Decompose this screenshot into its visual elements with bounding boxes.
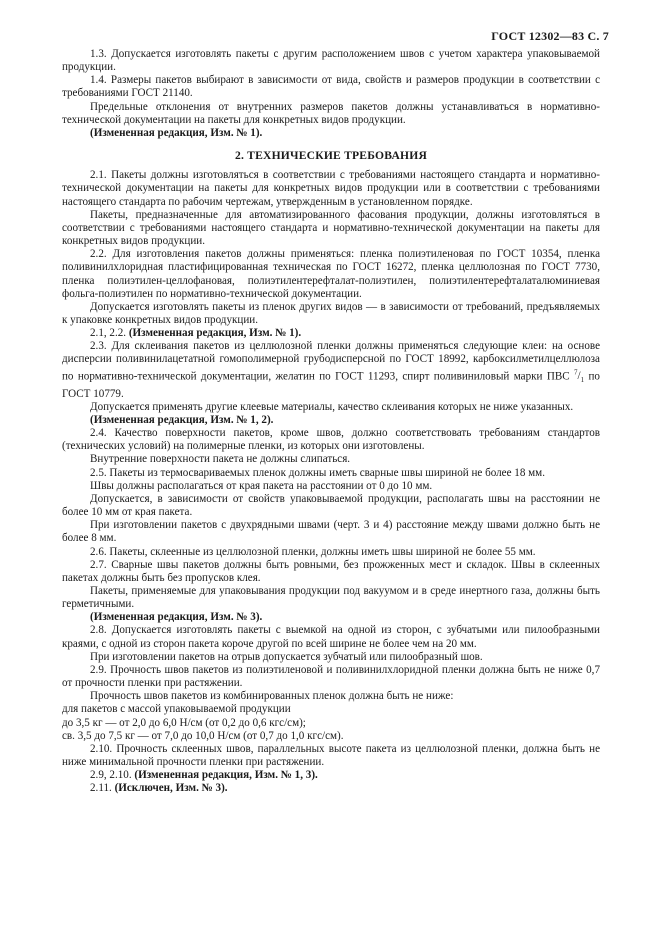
fraction-numerator: 7	[574, 368, 578, 377]
paragraph-2-7-vacuum: Пакеты, применяемые для упаковывания продукции под вакуумом и в среде инертного газа, должны быть герметичными.	[62, 585, 600, 611]
paragraph-2-2: 2.2. Для изготовления пакетов должны применяться: пленка полиэтиленовая по ГОСТ 10354, пленка поливинилхлоридная пластифицированная техническая по ГОСТ 16272, пленка целлюлозная по ГОСТ 7730, пленка полиэтилен-целлофановая, полиэтилентерефталат-полиэтилен, полиэтилентерефталатaлюминиевая фольга-полиэтилен по нормативно-технической документации.	[62, 248, 600, 300]
paragraph-2-5-seam-position: Швы должны располагаться от края пакета на расстоянии от 0 до 10 мм.	[90, 479, 433, 492]
amendment-prefix: 2.9, 2.10.	[90, 769, 135, 782]
section-title: 2. ТЕХНИЧЕСКИЕ ТРЕБОВАНИЯ	[234, 149, 428, 163]
paragraph-2-9: 2.9. Прочность швов пакетов из полиэтиленовой и поливинилхлоридной пленки должна быть не ниже 0,7 от прочности пленки при растяжении.	[62, 663, 600, 690]
amendment-note	[62, 327, 600, 340]
amendment-note	[62, 611, 600, 624]
paragraph-2-8-tear-off: При изготовлении пакетов на отрыв допускается зубчатый или пилообразный шов.	[90, 650, 483, 663]
amendment-note-text: (Измененная редакция, Изм. № 3).	[90, 611, 263, 624]
paragraph-2-9-combined: Прочность швов пакетов из комбинированных пленок должна быть не ниже:	[90, 690, 454, 703]
amendment-note-text: (Измененная редакция, Изм. № 1).	[128, 327, 302, 340]
paragraph-1-4: 1.4. Размеры пакетов выбирают в зависимости от вида, свойств и размеров продукции в соответствии с требованиями ГОСТ 21140.	[62, 74, 600, 100]
paragraph-2-1: 2.1. Пакеты должны изготовляться в соответствии с требованиями настоящего стандарта и нормативно-технической документации на пакеты для конкретных видов продукции или в соответствии с требованиями настоящего стандарта по рабочим чертежам, утвержденным в установленном порядке.	[62, 169, 600, 208]
paragraph-2-8: 2.8. Допускается изготовлять пакеты с выемкой на одной из сторон, с зубчатыми или пилообразными краями, с одной из сторон пакета короче другой по всей ширине не более чем на 20 мм.	[62, 624, 600, 650]
paragraph-1-4-deviations: Предельные отклонения от внутренних размеров пакетов должны устанавливаться в нормативно-технической документации на пакеты для конкретных видов продукции.	[62, 100, 600, 126]
paragraph-2-10: 2.10. Прочность склеенных швов, параллельных высоте пакета из целлюлозной пленки, должна быть не ниже минимальной прочности пленки при растяжении.	[62, 742, 600, 769]
paragraph-2-3	[62, 340, 600, 401]
amendment-note-text: (Измененная редакция, Изм. № 1, 3).	[134, 769, 318, 782]
paragraph-2-6: 2.6. Пакеты, склеенные из целлюлозной пленки, должны иметь швы шириной не более 55 мм.	[90, 545, 536, 558]
amendment-note	[62, 127, 600, 140]
fraction-mark: $^7/_1$	[574, 368, 585, 385]
fraction-denominator: 1	[580, 376, 585, 385]
amendment-note-text: (Измененная редакция, Изм. № 1, 2).	[90, 413, 274, 426]
paragraph-2-5: 2.5. Пакеты из термосвариваемых пленок должны иметь сварные швы шириной не более 18 мм.	[90, 466, 545, 479]
paragraph-2-5-allowed: Допускается, в зависимости от свойств упаковываемой продукции, располагать швы на расстоянии не более 10 мм от края пакета.	[62, 492, 600, 519]
amendment-note-text: (Измененная редакция, Изм. № 1).	[90, 126, 263, 139]
paragraph-2-5-double-seam: При изготовлении пакетов с двухрядными швами (черт. 3 и 4) расстояние между швами должно быть не более 8 мм.	[62, 519, 600, 545]
paragraph-2-9-range-2: св. 3,5 до 7,5 кг — от 7,0 до 10,0 Н/см (от 0,7 до 1,0 кгс/см).	[62, 729, 344, 742]
amendment-note	[62, 769, 600, 782]
paragraph-2-11	[62, 782, 600, 795]
paragraph-1-3: 1.3. Допускается изготовлять пакеты с другим расположением швов с учетом характера упаковываемой продукции.	[62, 48, 600, 74]
paragraph-2-3-text: 2.3. Для склеивания пакетов из целлюлозной пленки должны применяться следующие клеи: на основе дисперсии поливинилацетатной гомополимерной грубодисперсной по ГОСТ 18992, карбоксилметилцеллюлоза по нормативно-технической документации, желатин по ГОСТ 11293, спирт поливиниловый марки ПВС	[62, 340, 600, 383]
page-header: ГОСТ 12302—83 С. 7	[491, 29, 609, 43]
paragraph-2-11-prefix: 2.11.	[90, 782, 115, 795]
paragraph-2-9-range-1: до 3,5 кг — от 2,0 до 6,0 Н/см (от 0,2 до 0,6 кгс/см);	[62, 716, 306, 729]
amendment-prefix: 2.1, 2.2.	[90, 327, 129, 340]
paragraph-2-4: 2.4. Качество поверхности пакетов, кроме швов, должно соответствовать требованиям стандартов (технических условий) на полимерные пленки, из которых они изготовлены.	[62, 427, 600, 453]
paragraph-2-7: 2.7. Сварные швы пакетов должны быть ровными, без прожженных мест и складок. Швы в склеенных пакетах должны быть без пропусков клея.	[62, 558, 600, 584]
paragraph-2-3-tail: по ГОСТ 10779.	[62, 370, 600, 400]
paragraph-2-4-inner-surface: Внутренние поверхности пакета не должны слипаться.	[90, 453, 351, 466]
document-body	[62, 48, 600, 796]
paragraph-2-3-other-adhesives: Допускается применять другие клеевые материалы, качество склеивания которых не ниже указанных.	[90, 400, 574, 413]
amendment-note	[62, 414, 600, 427]
paragraph-2-9-mass: для пакетов с массой упаковываемой продукции	[62, 703, 291, 716]
paragraph-2-1-automated: Пакеты, предназначенные для автоматизированного фасования продукции, должны изготовляться в соответствии с требованиями настоящего стандарта и нормативно-технической документации на пакеты для конкретных видов продукции.	[62, 208, 600, 248]
paragraph-2-2-other-films: Допускается изготовлять пакеты из пленок других видов — в зависимости от требований, предъявляемых к упаковке конкретных видов продукции.	[62, 300, 600, 326]
paragraph-2-11-text: (Исключен, Изм. № 3).	[114, 782, 228, 795]
